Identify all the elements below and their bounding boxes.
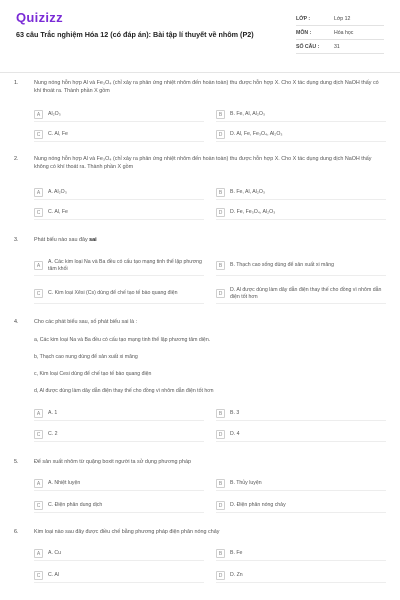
question-text: Nung nóng hỗn hợp Al và Fe₃O₄ (chỉ xảy ra phản ứng nhiệt nhôm đến hoàn toàn) thu được hỗn hợp X. Cho X tác dụng dung dịch NaOH thấy có khí thoát ra. Thành phần X gồm [34, 80, 379, 94]
statement: d, Al được dùng làm dây dẫn điện thay thế cho đồng vì nhôm dẫn điện tốt hơn [34, 388, 214, 394]
option-letter: C [34, 208, 43, 217]
meta-table [296, 12, 384, 54]
question-number: 3. [14, 237, 19, 243]
option-letter: D [216, 571, 225, 580]
option-text: D. Zn [230, 572, 243, 579]
statement: b, Thạch cao nung dùng để sản xuất xi măng [34, 354, 138, 360]
option-letter: C [34, 501, 43, 510]
option-d[interactable] [216, 499, 386, 513]
option-text: A. Nhiệt luyện [48, 480, 81, 487]
meta-key: MÔN : [296, 29, 312, 36]
option-a[interactable] [34, 256, 204, 276]
meta-value: Hóa học [334, 29, 354, 36]
option-b[interactable] [216, 256, 386, 276]
option-d[interactable] [216, 206, 386, 220]
option-text: D. Al, Fe, Fe₃O₄, Al₂O₃ [230, 131, 283, 138]
option-text: C. Al [48, 572, 59, 579]
option-letter: C [34, 571, 43, 580]
question-text: Để sản xuất nhôm từ quặng boxit người ta sử dụng phương pháp [34, 459, 191, 465]
option-text: B. Thủy luyện [230, 480, 262, 487]
option-a[interactable] [34, 477, 204, 491]
quizizz-logo: Quizizz [16, 10, 63, 25]
option-letter: C [34, 289, 43, 298]
option-c[interactable] [34, 569, 204, 583]
option-text: D. Al được dùng làm dây dẫn điện thay thế cho đồng vì nhôm dẫn điện tốt hơn [230, 287, 382, 300]
meta-value: Lớp 12 [334, 15, 351, 22]
option-letter: B [216, 409, 225, 418]
option-letter: A [34, 188, 43, 197]
option-a[interactable] [34, 108, 204, 122]
option-text: D. Điện phân nóng chảy [230, 502, 286, 509]
meta-row-count [296, 40, 384, 54]
option-letter: C [34, 430, 43, 439]
meta-value: 31 [334, 43, 340, 50]
option-b[interactable] [216, 108, 386, 122]
question-text-prefix: Phát biểu nào sau đây [34, 237, 90, 243]
option-text: C. Kim loại Xêsi (Cs) dùng để chế tạo tế bào quang điện [48, 290, 178, 297]
option-text: C. Điện phân dung dịch [48, 502, 103, 509]
option-letter: A [34, 110, 43, 119]
option-b[interactable] [216, 547, 386, 561]
question-text: Kim loại nào sau đây được điều chế bằng phương pháp điện phân nóng chảy [34, 529, 220, 535]
meta-key: SỐ CÂU : [296, 43, 320, 50]
option-text: D. Fe, Fe₃O₄, Al₂O₃ [230, 209, 276, 216]
option-text: A. Các kim loại Na và Ba đều có cấu tạo mạng tinh thể lập phương tâm khối [48, 259, 202, 272]
statement: a, Các kim loại Na và Ba đều có cấu tạo mạng tinh thể lập phương tâm diện. [34, 337, 211, 343]
question-number: 5. [14, 459, 19, 465]
option-letter: B [216, 188, 225, 197]
option-text: B. 3 [230, 410, 240, 417]
option-a[interactable] [34, 186, 204, 200]
option-letter: B [216, 261, 225, 270]
option-text: B. Thạch cao sống dùng để sản xuất xi măng [230, 262, 335, 269]
option-b[interactable] [216, 477, 386, 491]
option-text: A. Al₂O₃ [48, 189, 67, 196]
meta-key: LỚP : [296, 15, 311, 22]
question-text: Nung nóng hỗn hợp Al và Fe₃O₄ (chỉ xảy ra phản ứng nhiệt nhôm đến hoàn toàn) thu được hỗn hợp X. Cho X tác dụng dung dịch NaOH thấy không có khí thoát ra. Thành phần X gồm [34, 156, 372, 170]
option-letter: D [216, 289, 225, 298]
option-a[interactable] [34, 547, 204, 561]
statement: c, Kim loại Cesi dùng để chế tạo tế bào quang điện [34, 371, 152, 377]
option-text: B. Fe, Al, Al₂O₃ [230, 111, 265, 118]
option-text: A. 1 [48, 410, 58, 417]
option-letter: C [34, 130, 43, 139]
option-letter: A [34, 549, 43, 558]
option-c[interactable] [34, 128, 204, 142]
option-text: B. Fe [230, 550, 243, 557]
worksheet-header [0, 0, 400, 64]
option-letter: B [216, 110, 225, 119]
option-text: Al₂O₃ [48, 111, 61, 118]
meta-row-subject [296, 26, 384, 40]
option-d[interactable] [216, 284, 386, 304]
option-c[interactable] [34, 499, 204, 513]
option-c[interactable] [34, 206, 204, 220]
option-letter: A [34, 409, 43, 418]
option-letter: D [216, 208, 225, 217]
option-letter: A [34, 479, 43, 488]
option-d[interactable] [216, 128, 386, 142]
option-letter: B [216, 549, 225, 558]
question-text [34, 237, 384, 245]
question-number: 6. [14, 529, 19, 535]
question-number: 4. [14, 319, 19, 325]
meta-row-grade [296, 12, 384, 26]
option-b[interactable] [216, 186, 386, 200]
option-letter: A [34, 261, 43, 270]
option-text: D. 4 [230, 431, 240, 438]
option-b[interactable] [216, 407, 386, 421]
option-a[interactable] [34, 407, 204, 421]
option-text: C. Al, Fe [48, 131, 68, 138]
option-letter: D [216, 501, 225, 510]
option-c[interactable] [34, 284, 204, 304]
question-text: Cho các phát biểu sau, số phát biểu sai là : [34, 319, 138, 325]
question-text-emphasis: sai [89, 237, 97, 243]
page-title: 63 câu Trắc nghiệm Hóa 12 (có đáp án): Bài tập lí thuyết về nhôm (P2) [16, 30, 254, 39]
question-number: 2. [14, 156, 19, 162]
option-letter: D [216, 430, 225, 439]
option-text: A. Cu [48, 550, 61, 557]
option-d[interactable] [216, 569, 386, 583]
option-c[interactable] [34, 428, 204, 442]
question-number: 1. [14, 80, 19, 86]
option-text: C. 2 [48, 431, 58, 438]
option-text: C. Al, Fe [48, 209, 68, 216]
option-d[interactable] [216, 428, 386, 442]
option-letter: B [216, 479, 225, 488]
option-text: B. Fe, Al, Al₂O₃ [230, 189, 265, 196]
header-divider [0, 72, 400, 73]
option-letter: D [216, 130, 225, 139]
